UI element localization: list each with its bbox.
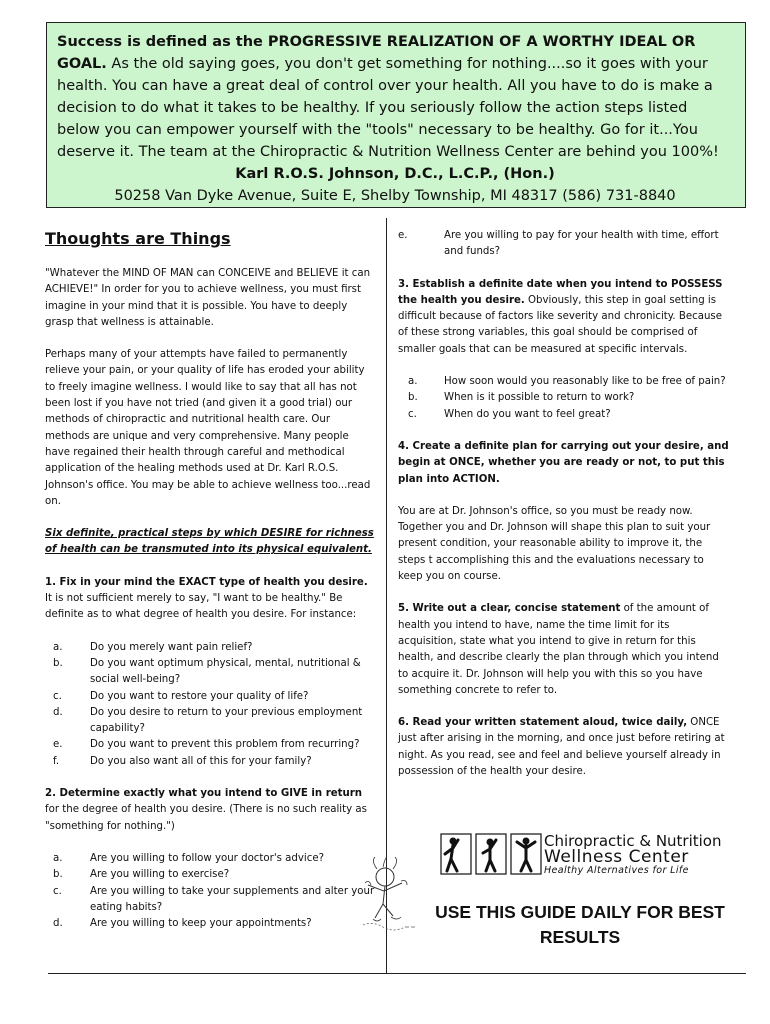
list-letter: d. bbox=[53, 918, 63, 930]
list-text: How soon would you reasonably like to be free of pain? bbox=[444, 376, 726, 388]
list-item bbox=[398, 390, 730, 406]
list-letter: b. bbox=[53, 657, 63, 669]
six-steps-heading: Six definite, practical steps by which DESIRE for richness of health can be transmuted into its physical equivalent. bbox=[45, 528, 374, 556]
step-4-heading: 4. Create a definite plan for carrying out your desire, and begin at ONCE, whether you are ready or not, to put this plan into ACTION. bbox=[398, 440, 729, 485]
list-text: Do you want to restore your quality of life? bbox=[90, 690, 309, 702]
list-item bbox=[45, 689, 375, 705]
list-item bbox=[398, 374, 730, 390]
list-text: When do you want to feel great? bbox=[444, 408, 611, 420]
list-item bbox=[398, 228, 730, 261]
list-item bbox=[45, 884, 375, 917]
step-5 bbox=[398, 601, 730, 699]
step-1-heading: 1. Fix in your mind the EXACT type of health you desire. bbox=[45, 576, 368, 588]
step-6-body: ONCE just after arising in the morning, and once just before retiring at night. As you read, see and feel and believe yourself already in possession of the health your desire. bbox=[398, 717, 725, 778]
list-text: Do you want to prevent this problem from recurring? bbox=[90, 739, 360, 751]
list-letter: a. bbox=[53, 641, 63, 653]
step-2-list bbox=[45, 851, 375, 932]
intro-bold-text: Success is defined as the PROGRESSIVE REALIZATION OF A WORTHY IDEAL OR GOAL. bbox=[57, 34, 696, 72]
step-2-heading: 2. Determine exactly what you intend to GIVE in return bbox=[45, 788, 363, 800]
list-letter: d. bbox=[53, 706, 63, 718]
step-1 bbox=[45, 575, 375, 624]
intro-body-text: As the old saying goes, you don't get something for nothing....so it goes with your health. You can have a great deal of control over your health. All you have to do is make a decision to do what it takes to be healthy. If you seriously follow the action steps listed below you can empower yourself with the "tools" necessary to be healthy. Go for it...You deserve it. The team at the Chiropractic & Nutrition Wellness Center are behind you 100%! bbox=[57, 56, 719, 160]
list-item bbox=[45, 916, 375, 932]
list-letter: e. bbox=[398, 230, 408, 241]
stick-figures-logo-icon bbox=[440, 832, 544, 878]
list-text: Do you merely want pain relief? bbox=[90, 641, 253, 653]
list-text: Are you willing to keep your appointments? bbox=[90, 918, 312, 930]
list-letter: b. bbox=[53, 869, 63, 881]
list-item bbox=[45, 754, 375, 770]
list-text: Are you willing to exercise? bbox=[90, 869, 230, 881]
header-banner bbox=[46, 22, 746, 208]
list-item bbox=[45, 737, 375, 753]
list-letter: c. bbox=[53, 690, 62, 702]
step-2 bbox=[45, 786, 375, 835]
list-text: Are you willing to pay for your health with time, effort and funds? bbox=[444, 230, 719, 258]
list-letter: b. bbox=[408, 392, 418, 404]
doodle-figure-illustration bbox=[355, 855, 427, 935]
step-4-body: You are at Dr. Johnson's office, so you must be ready now. Together you and Dr. Johnson will shape this plan to suit your present condition, your reasonable ability to improve it, the steps t accomplishing this and the evaluations necessary to keep you on course. bbox=[398, 505, 711, 583]
office-address: 50258 Van Dyke Avenue, Suite E, Shelby Township, MI 48317 (586) 731-8840 bbox=[114, 188, 676, 204]
use-guide-callout: USE THIS GUIDE DAILY FOR BEST RESULTS bbox=[435, 902, 725, 947]
list-letter: c. bbox=[408, 408, 417, 420]
list-letter: e. bbox=[53, 739, 63, 751]
clinic-logo bbox=[440, 832, 722, 878]
step-1-list bbox=[45, 640, 375, 770]
quote-paragraph: "Whatever the MIND OF MAN can CONCEIVE and BELIEVE it can ACHIEVE!" In order for you to achieve wellness, you must first imagine in your mind that it is possible. You have to deeply grasp that wellness is attainable. bbox=[45, 268, 371, 328]
section-title: Thoughts are Things bbox=[45, 229, 231, 248]
logo-line-1: Chiropractic & Nutrition bbox=[544, 832, 722, 850]
list-letter: a. bbox=[408, 376, 418, 388]
list-item bbox=[45, 867, 375, 883]
step-6-heading: 6. Read your written statement aloud, twice daily, bbox=[398, 717, 688, 729]
step-6 bbox=[398, 715, 730, 780]
list-text: When is it possible to return to work? bbox=[444, 392, 635, 404]
logo-line-2: Wellness Center bbox=[544, 847, 689, 867]
doctor-name: Karl R.O.S. Johnson, D.C., L.C.P., (Hon.) bbox=[235, 166, 555, 182]
intro-paragraph bbox=[57, 31, 733, 163]
list-item bbox=[45, 640, 375, 656]
step-2-body: for the degree of health you desire. (There is no such reality as "something for nothing.") bbox=[45, 804, 367, 832]
bottom-rule bbox=[48, 973, 746, 974]
list-item bbox=[45, 851, 375, 867]
left-column bbox=[45, 228, 375, 948]
list-letter: f. bbox=[53, 755, 60, 767]
list-letter: c. bbox=[53, 885, 62, 897]
list-text: Are you willing to take your supplements and alter your eating habits? bbox=[90, 885, 375, 913]
step-3-heading: 3. Establish a definite date when you intend to POSSESS the health you desire. bbox=[398, 278, 723, 306]
intro-paragraph-2: Perhaps many of your attempts have failed to permanently relieve your pain, or your quality of life has eroded your ability to freely imagine wellness. I would like to say that all has not been lost if you have not tried (and given it a good trial) our methods of chiropractic and nutritional health care. Our methods are unique and very comprehensive. Many people have regained their health through careful and methodical application of the healing methods used at Dr. Karl R.O.S. Johnson's office. You may be able to achieve wellness too...read on. bbox=[45, 349, 371, 507]
right-column bbox=[398, 228, 730, 796]
list-text: Do you also want all of this for your family? bbox=[90, 755, 312, 767]
step-3 bbox=[398, 277, 730, 358]
list-item bbox=[45, 656, 375, 689]
step-3-list bbox=[398, 374, 730, 423]
step-2-list-continued bbox=[398, 228, 730, 261]
list-item bbox=[45, 705, 375, 738]
list-text: Do you want optimum physical, mental, nutritional & social well-being? bbox=[90, 657, 361, 686]
list-letter: a. bbox=[53, 852, 63, 864]
step-3-body: Obviously, this step in goal setting is difficult because of factors like severity and chronicity. Because of these strong variables, this goal should be comprised of smaller goals that can be measured at specific intervals. bbox=[398, 294, 722, 355]
step-1-body: It is not sufficient merely to say, "I want to be healthy." Be definite as to what degree of health you desire. For instance: bbox=[45, 593, 357, 621]
step-5-body: of the amount of health you intend to have, name the time limit for its acquisition, state what you intend to give in return for this health, and describe clearly the plan through which you intend to acquire it. Dr. Johnson will help you with this so you have something concrete to refer to. bbox=[398, 603, 719, 696]
list-text: Do you desire to return to your previous employment capability? bbox=[90, 706, 363, 735]
step-5-heading: 5. Write out a clear, concise statement bbox=[398, 603, 621, 615]
list-text: Are you willing to follow your doctor's advice? bbox=[90, 852, 325, 864]
list-item bbox=[398, 407, 730, 423]
logo-tagline: Healthy Alternatives for Life bbox=[544, 865, 689, 876]
